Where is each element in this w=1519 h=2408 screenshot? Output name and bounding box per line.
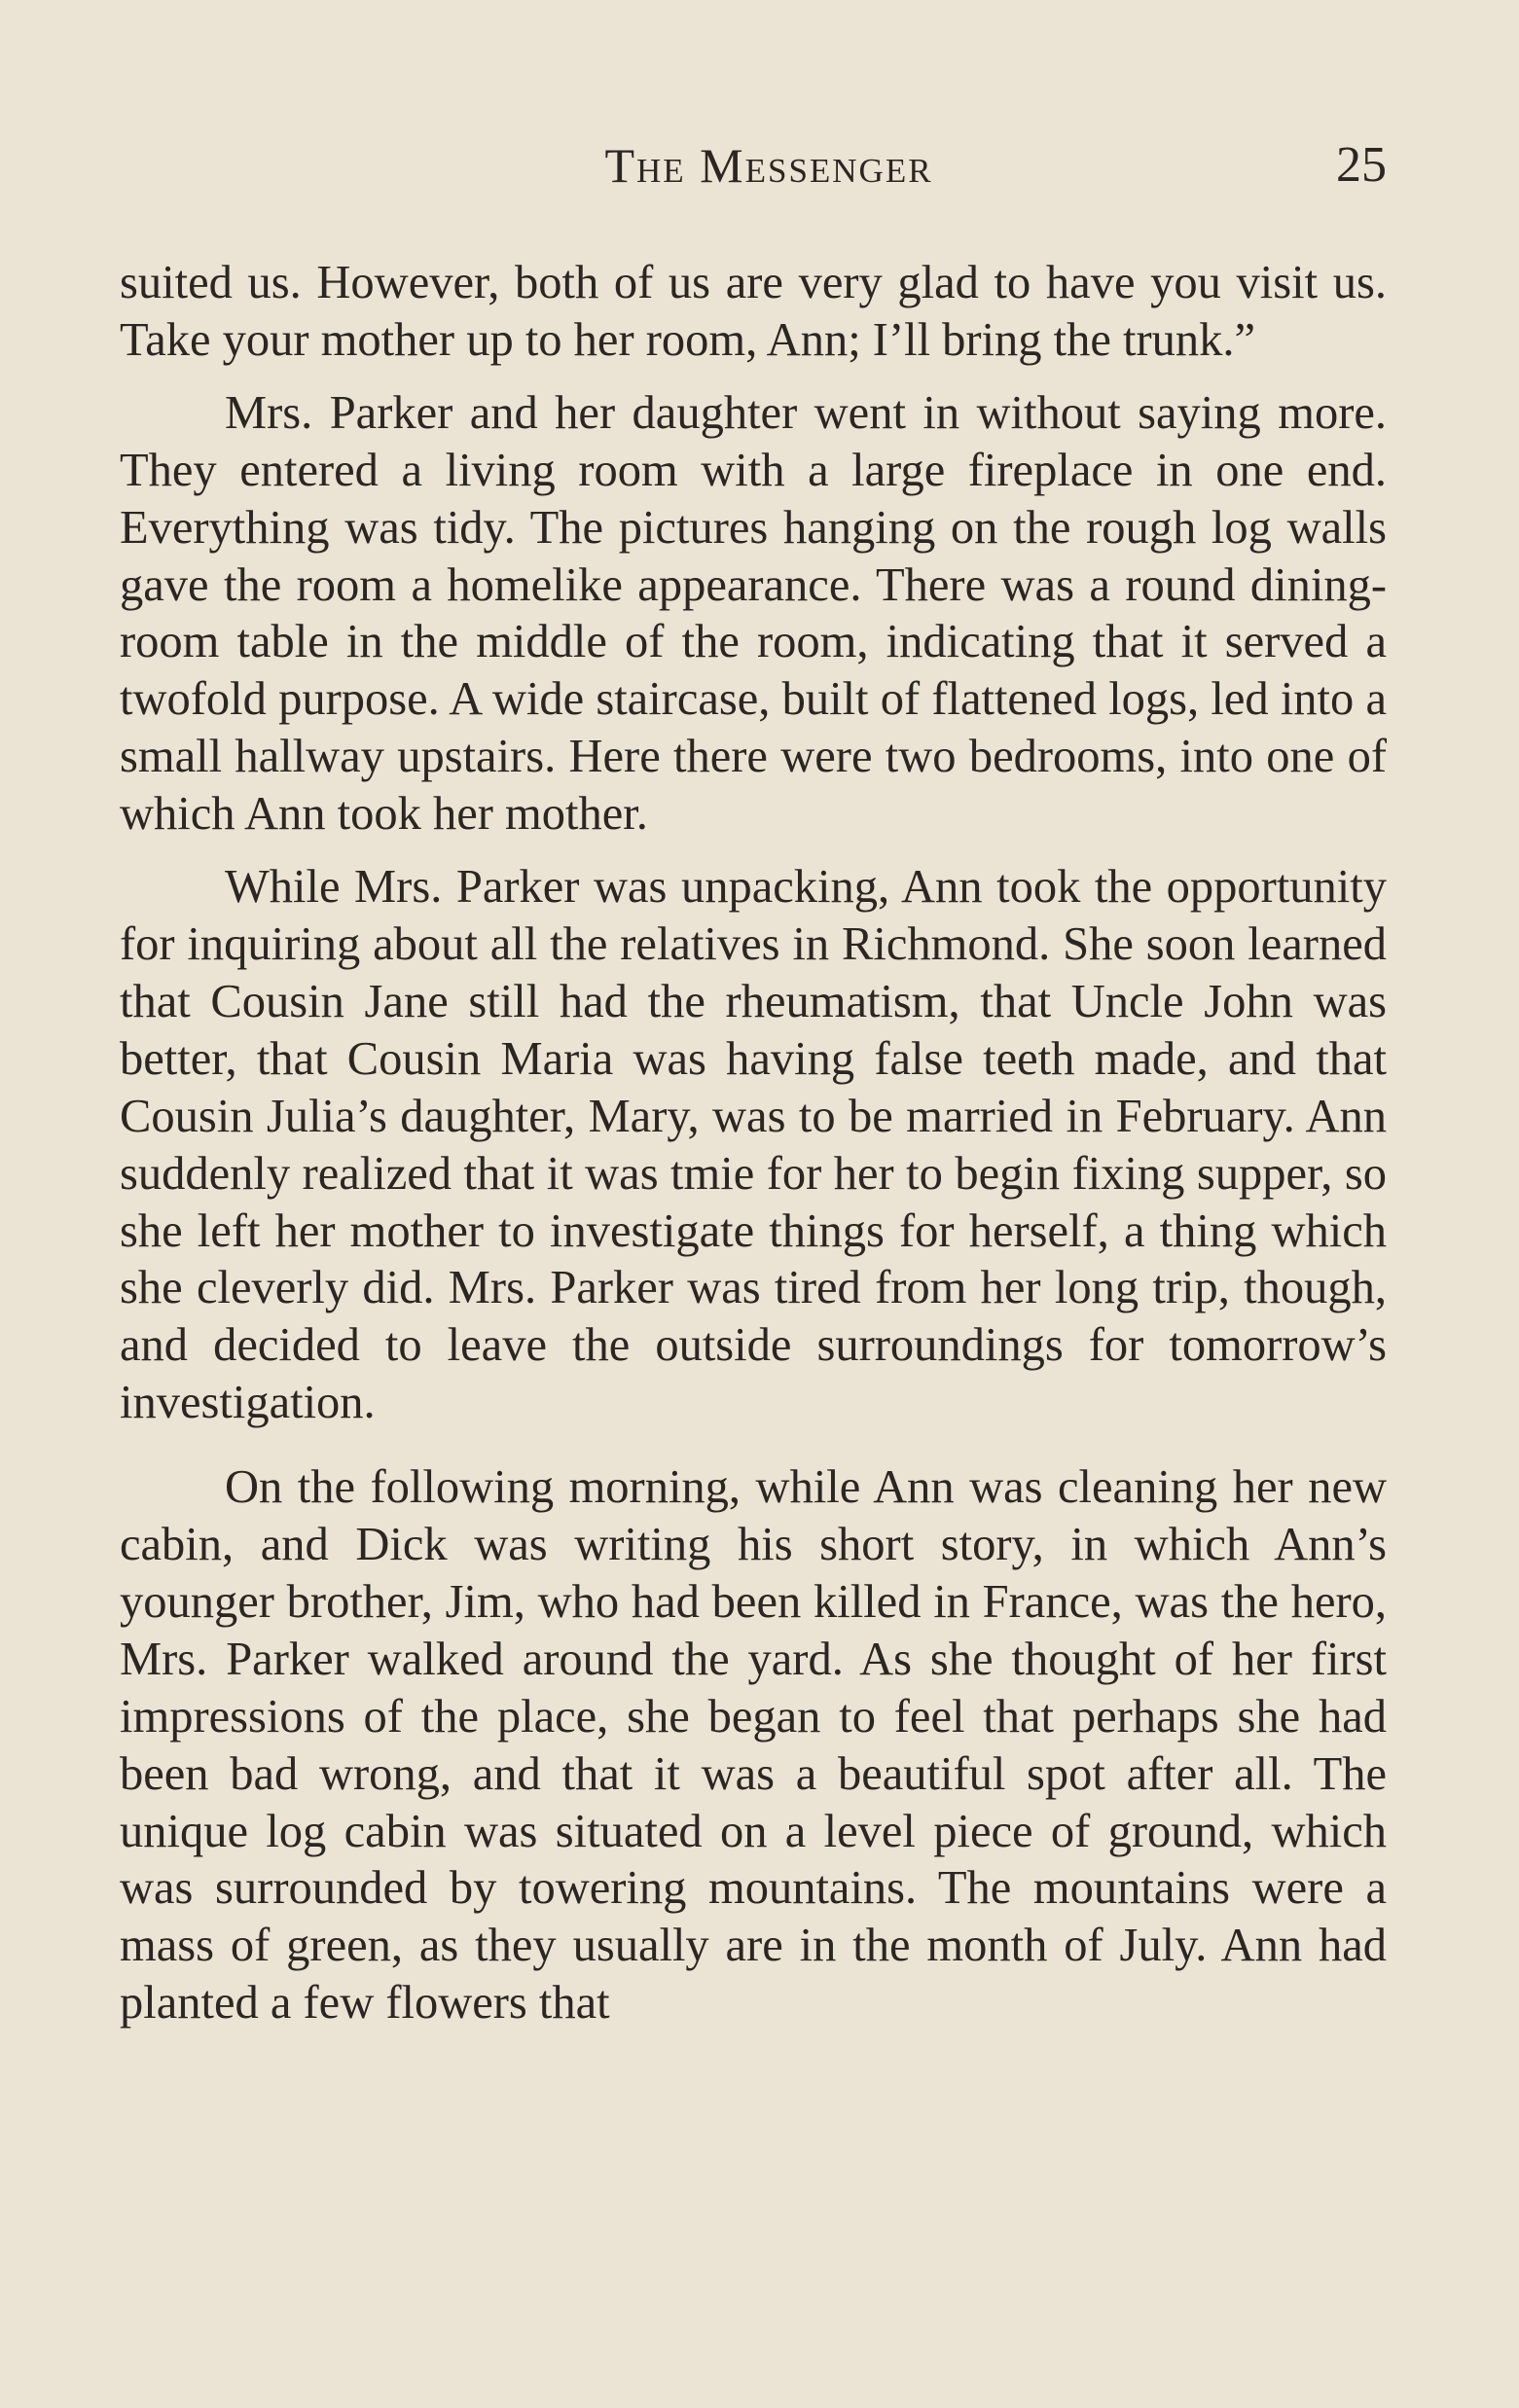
- body-text: [120, 255, 1387, 2032]
- paragraph: suited us. However, both of us are very glad to have you visit us. Take your mother up to her room, Ann; I’ll bring the trunk.”: [120, 257, 1387, 366]
- page-number: 25: [1336, 137, 1387, 193]
- paragraph: Mrs. Parker and her daughter went in without saying more. They entered a living room with a large fireplace in one end. Everything was tidy. The pictures hanging on the rough log walls gave the room a homelike appearance. There was a round dining-room table in the middle of the room, indicating that it served a twofold purpose. A wide staircase, built of flattened logs, led into a small hallway upstairs. Here there were two bedrooms, into one of which Ann took her mother.: [120, 386, 1387, 841]
- paragraph: While Mrs. Parker was unpacking, Ann took the opportunity for inquiring about all the relatives in Richmond. She soon learned that Cousin Jane still had the rheumatism, that Uncle John was better, that Cousin Maria was having false teeth made, and that Cousin Julia’s daughter, Mary, was to be married in February. Ann suddenly realized that it was tmie for her to begin fixing supper, so she left her mother to investigate things for herself, a thing which she cleverly did. Mrs. Parker was tired from her long trip, though, and decided to leave the outside surroundings for tomorrow’s investigation.: [120, 861, 1387, 1429]
- page-header: [122, 131, 1387, 199]
- running-head: The Messenger: [604, 138, 933, 193]
- paragraph: On the following morning, while Ann was cleaning her new cabin, and Dick was writing his short story, in which Ann’s younger brother, Jim, who had been killed in France, was the hero, Mrs. Parker walked around the yard. As she thought of her first impressions of the place, she began to feel that perhaps she had been bad wrong, and that it was a beautiful spot after all. The unique log cabin was situated on a level piece of ground, which was surrounded by towering mountains. The mountains were a mass of green, as they usually are in the month of July. Ann had planted a few flowers that: [120, 1461, 1387, 2030]
